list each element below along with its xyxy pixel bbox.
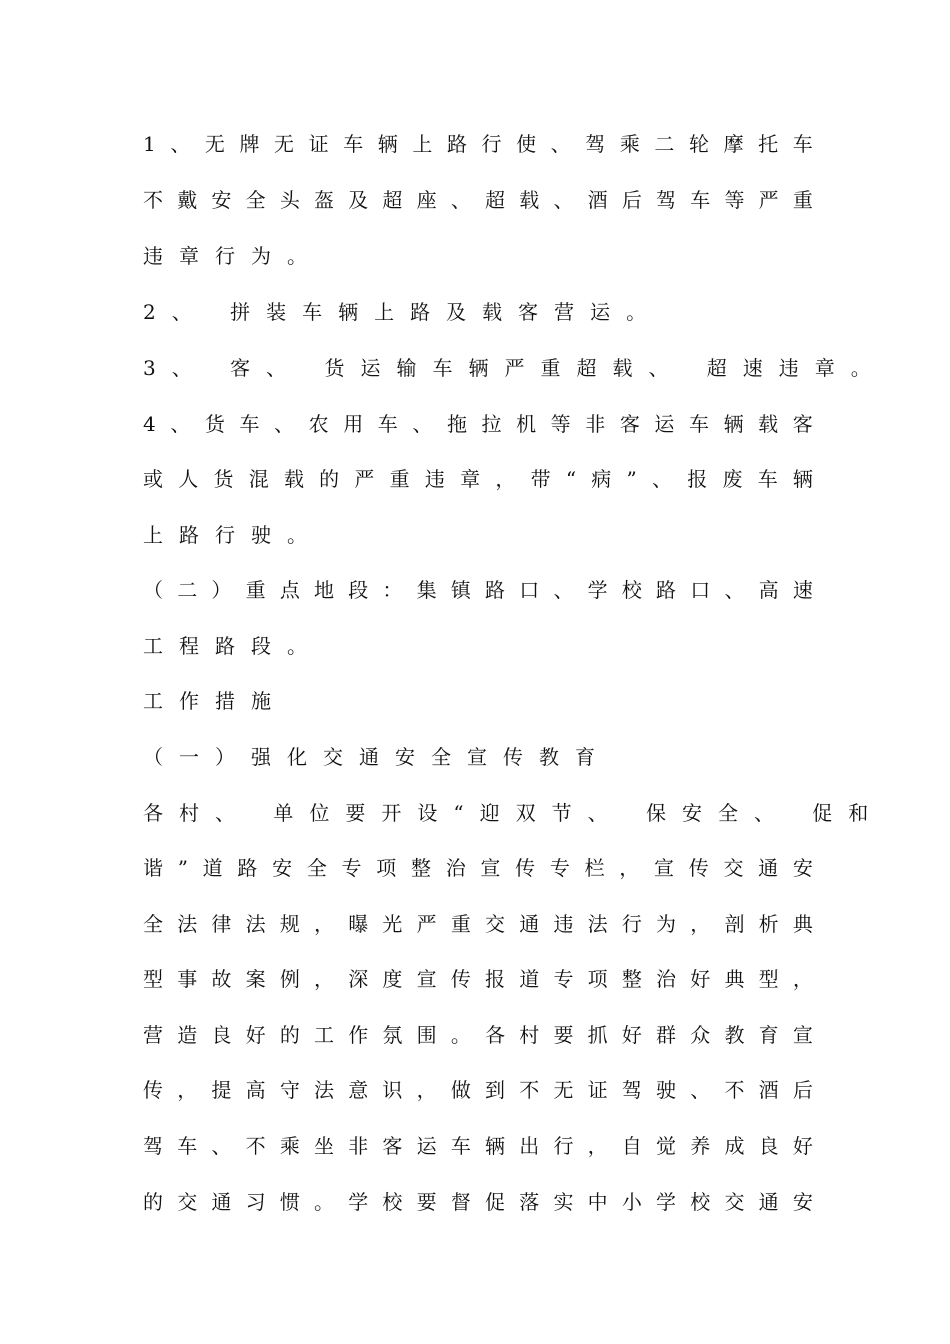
text-line: 传 ， 提 高 守 法 意 识 ， 做 到 不 无 证 驾 驶 、 不 酒 后 xyxy=(143,1078,813,1102)
text-line: 4 、 货 车 、 农 用 车 、 拖 拉 机 等 非 客 运 车 辆 载 客 xyxy=(143,412,813,436)
text-line: 全 法 律 法 规 ， 曝 光 严 重 交 通 违 法 行 为 ， 剖 析 典 xyxy=(143,912,813,936)
text-line: 工程路段。 xyxy=(143,634,323,658)
subsection-heading: （一）强化交通安全宣传教育 xyxy=(143,745,611,769)
text-line: 营 造 良 好 的 工 作 氛 围 。 各 村 要 抓 好 群 众 教 育 宣 xyxy=(143,1023,813,1047)
text-line: 的 交 通 习 惯 。 学 校 要 督 促 落 实 中 小 学 校 交 通 安 xyxy=(143,1190,813,1214)
text-line: 不 戴 安 全 头 盔 及 超 座 、 超 载 、 酒 后 驾 车 等 严 重 xyxy=(143,188,813,212)
text-line: 谐 ” 道 路 安 全 专 项 整 治 宣 传 专 栏 ， 宣 传 交 通 安 xyxy=(143,856,813,880)
text-line: 或 人 货 混 载 的 严 重 违 章 ， 带 “ 病 ” 、 报 废 车 辆 xyxy=(143,467,813,491)
text-line: 上路行驶。 xyxy=(143,523,323,547)
section-heading: （ 二 ） 重 点 地 段 ： 集 镇 路 口 、 学 校 路 口 、 高 速 xyxy=(143,578,813,602)
text-line: 型 事 故 案 例 ， 深 度 宣 传 报 道 专 项 整 治 好 典 型 ， xyxy=(143,967,813,991)
text-line: 违章行为。 xyxy=(143,244,323,268)
text-line: 各村、 单位要开设“迎双节、 保安全、 促和 xyxy=(143,801,885,825)
text-line: 2、 拼装车辆上路及载客营运。 xyxy=(143,300,663,324)
text-line: 3、 客、 货运输车辆严重超载、 超速违章。 xyxy=(143,356,887,380)
text-line: 1 、 无 牌 无 证 车 辆 上 路 行 使 、 驾 乘 二 轮 摩 托 车 xyxy=(143,132,813,156)
section-title: 工作措施 xyxy=(143,689,287,713)
text-line: 驾 车 、 不 乘 坐 非 客 运 车 辆 出 行 ， 自 觉 养 成 良 好 xyxy=(143,1134,813,1158)
